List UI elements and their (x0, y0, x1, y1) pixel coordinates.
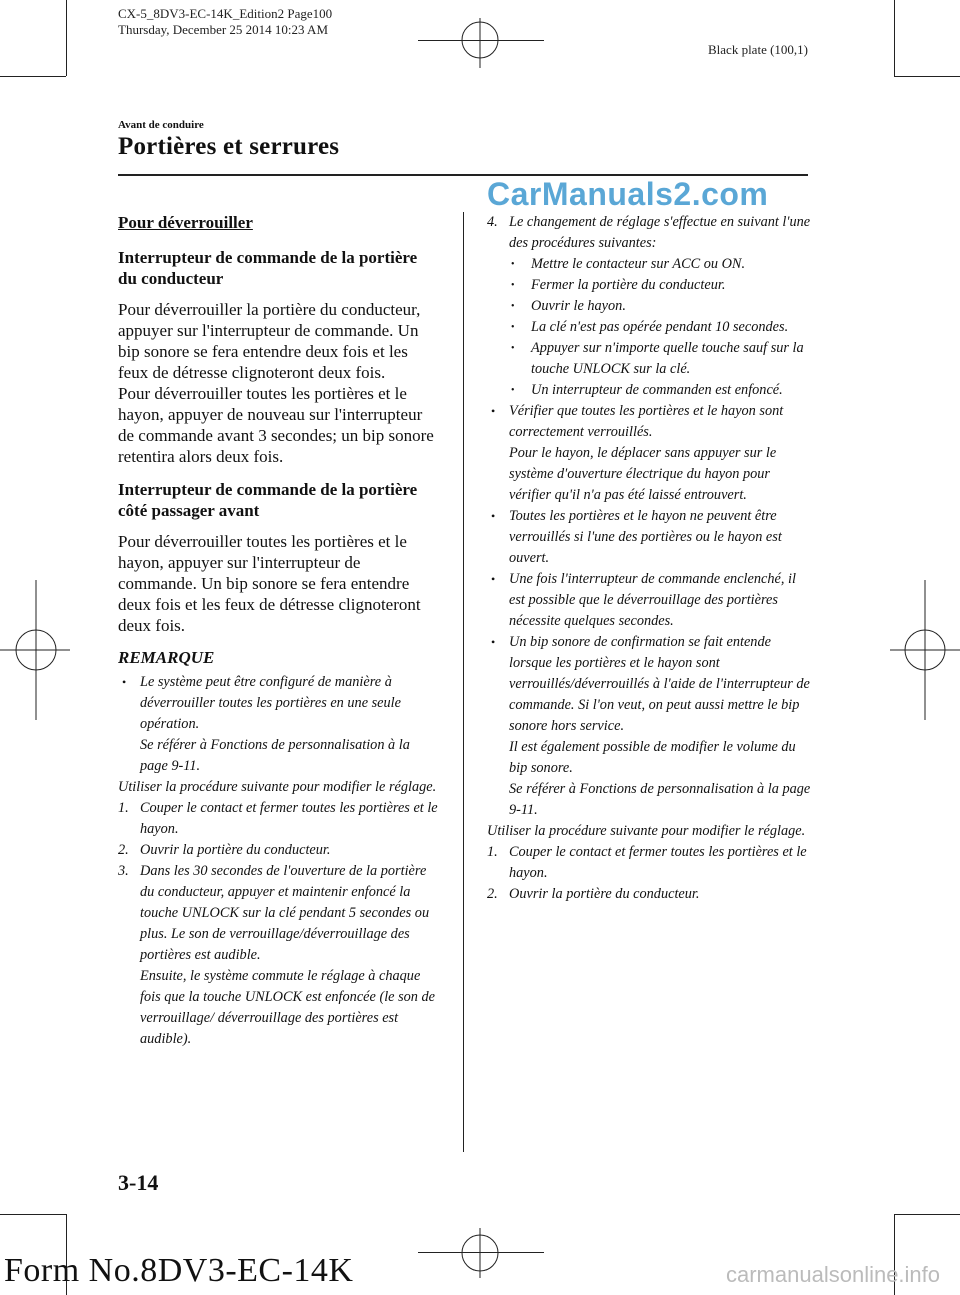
left-registration-mark-icon (0, 580, 70, 720)
note-bullet: • Toutes les portières et le hayon ne peuvent être verrouillés si l'une des portières ou le hayon est ouvert. (487, 506, 813, 569)
note-heading: REMARQUE (118, 648, 215, 667)
note-bullet: • Une fois l'interrupteur de commande enclenché, il est possible que le déverrouillage des portières nécessite quelques secondes. (487, 569, 813, 632)
note-bullet-continuation: Il est également possible de modifier le volume du bip sonore. (509, 739, 796, 776)
step-number: 3. (118, 863, 129, 879)
note-bullet: • Un bip sonore de confirmation se fait entende lorsque les portières et le hayon sont verrouillés/déverrouillés à l'aide de l'interrupteur de commande. Si l'on veut, on peut aussi mettre le bip sonore hors service. (487, 632, 813, 737)
step-number: 1. (118, 800, 129, 816)
condition-item: • La clé n'est pas opérée pendant 10 secondes. (487, 317, 813, 338)
condition-item: • Appuyer sur n'importe quelle touche sauf sur la touche UNLOCK sur la clé. (487, 338, 813, 380)
step-text: Le changement de réglage s'effectue en suivant l'une des procédures suivantes: (509, 214, 811, 251)
right-column (487, 212, 813, 905)
note-reference: Se référer à Fonctions de personnalisation à la page 9-11. (509, 781, 811, 818)
procedure-step (487, 842, 813, 884)
driver-switch-paragraph-2: Pour déverrouiller toutes les portières et le hayon, appuyer de nouveau sur l'interrupteur de commande avant 3 secondes; un bip sonore retentira alors deux fois. (118, 384, 434, 466)
right-registration-mark-icon (890, 580, 960, 720)
file-info-line-2: Thursday, December 25 2014 10:23 AM (118, 22, 329, 37)
procedure-step (118, 840, 440, 861)
watermark-logo: CarManuals2.com (487, 176, 769, 212)
step-text: Couper le contact et fermer toutes les portières et le hayon. (140, 800, 438, 837)
crop-mark-bottom-right-h (894, 1214, 960, 1215)
page-title: Portières et serrures (118, 133, 340, 160)
unlock-heading: Pour déverrouiller (118, 213, 253, 232)
procedure-step-4 (487, 212, 813, 254)
procedure-step (118, 861, 440, 966)
note-bullet-continuation: Pour le hayon, le déplacer sans appuyer sur le système d'ouverture électrique du hayon pour vérifier qu'il n'a pas été laissé entrouvert. (509, 445, 777, 503)
passenger-switch-heading: Interrupteur de commande de la portière côté passager avant (118, 480, 418, 520)
procedure-intro: Utiliser la procédure suivante pour modifier le réglage. (118, 779, 437, 795)
step-number: 1. (487, 844, 498, 860)
note-bullet: • Vérifier que toutes les portières et le hayon sont correctement verrouillés. (487, 401, 813, 443)
file-info-line-1: CX-5_8DV3-EC-14K_Edition2 Page100 (118, 6, 333, 21)
procedure-step (118, 798, 440, 840)
step-number: 2. (118, 842, 129, 858)
bottom-registration-mark-icon (455, 1228, 505, 1278)
step-number: 4. (487, 214, 498, 230)
driver-switch-heading: Interrupteur de commande de la portière du conducteur (118, 248, 418, 288)
step-text: Dans les 30 secondes de l'ouverture de la portière du conducteur, appuyer et maintenir enfoncé la touche UNLOCK sur la clé pendant 5 secondes ou plus. Le son de verrouillage/déverrouillage des portières est audible. (140, 863, 430, 963)
crop-mark-top-left-v (66, 0, 67, 76)
condition-item: • Un interrupteur de commanden est enfoncé. (487, 380, 813, 401)
note-reference: Se référer à Fonctions de personnalisation à la page 9-11. (140, 737, 410, 774)
top-registration-mark-icon (455, 18, 505, 68)
form-number: Form No.8DV3-EC-14K (4, 1252, 354, 1289)
left-column (118, 212, 440, 1050)
section-label: Avant de conduire (118, 119, 204, 131)
procedure-step (487, 884, 813, 905)
crop-mark-bottom-left-h (0, 1214, 66, 1215)
note-bullet: • Le système peut être configuré de manière à déverrouiller toutes les portières en une seule opération. (118, 672, 440, 735)
crop-mark-top-right-h (894, 76, 960, 77)
passenger-switch-paragraph: Pour déverrouiller toutes les portières et le hayon, appuyer sur l'interrupteur de commande. Un bip sonore se fera entendre deux fois et les feux de détresse clignoteront deux fois. (118, 532, 421, 635)
column-divider (463, 212, 464, 1152)
step-number: 2. (487, 886, 498, 902)
step-text: Ouvrir la portière du conducteur. (140, 842, 331, 858)
crop-mark-top-left-h (0, 76, 66, 77)
step-text: Couper le contact et fermer toutes les portières et le hayon. (509, 844, 807, 881)
plate-label: Black plate (100,1) (708, 42, 808, 57)
step-text: Ouvrir la portière du conducteur. (509, 886, 700, 902)
footer-watermark: carmanualsonline.info (726, 1262, 941, 1287)
condition-item: • Ouvrir le hayon. (487, 296, 813, 317)
file-info (118, 6, 332, 38)
step-3-continuation: Ensuite, le système commute le réglage à chaque fois que la touche UNLOCK est enfoncée (le son de verrouillage/ déverrouillage des portières est audible). (140, 968, 436, 1047)
condition-item: • Mettre le contacteur sur ACC ou ON. (487, 254, 813, 275)
procedure-intro: Utiliser la procédure suivante pour modifier le réglage. (487, 823, 806, 839)
page-number: 3-14 (118, 1170, 159, 1195)
condition-item: • Fermer la portière du conducteur. (487, 275, 813, 296)
crop-mark-top-right-v (894, 0, 895, 76)
driver-switch-paragraph-1: Pour déverrouiller la portière du conducteur, appuyer sur l'interrupteur de commande. Un bip sonore se fera entendre deux fois et les feux de détresse clignoteront deux fois. (118, 300, 421, 382)
